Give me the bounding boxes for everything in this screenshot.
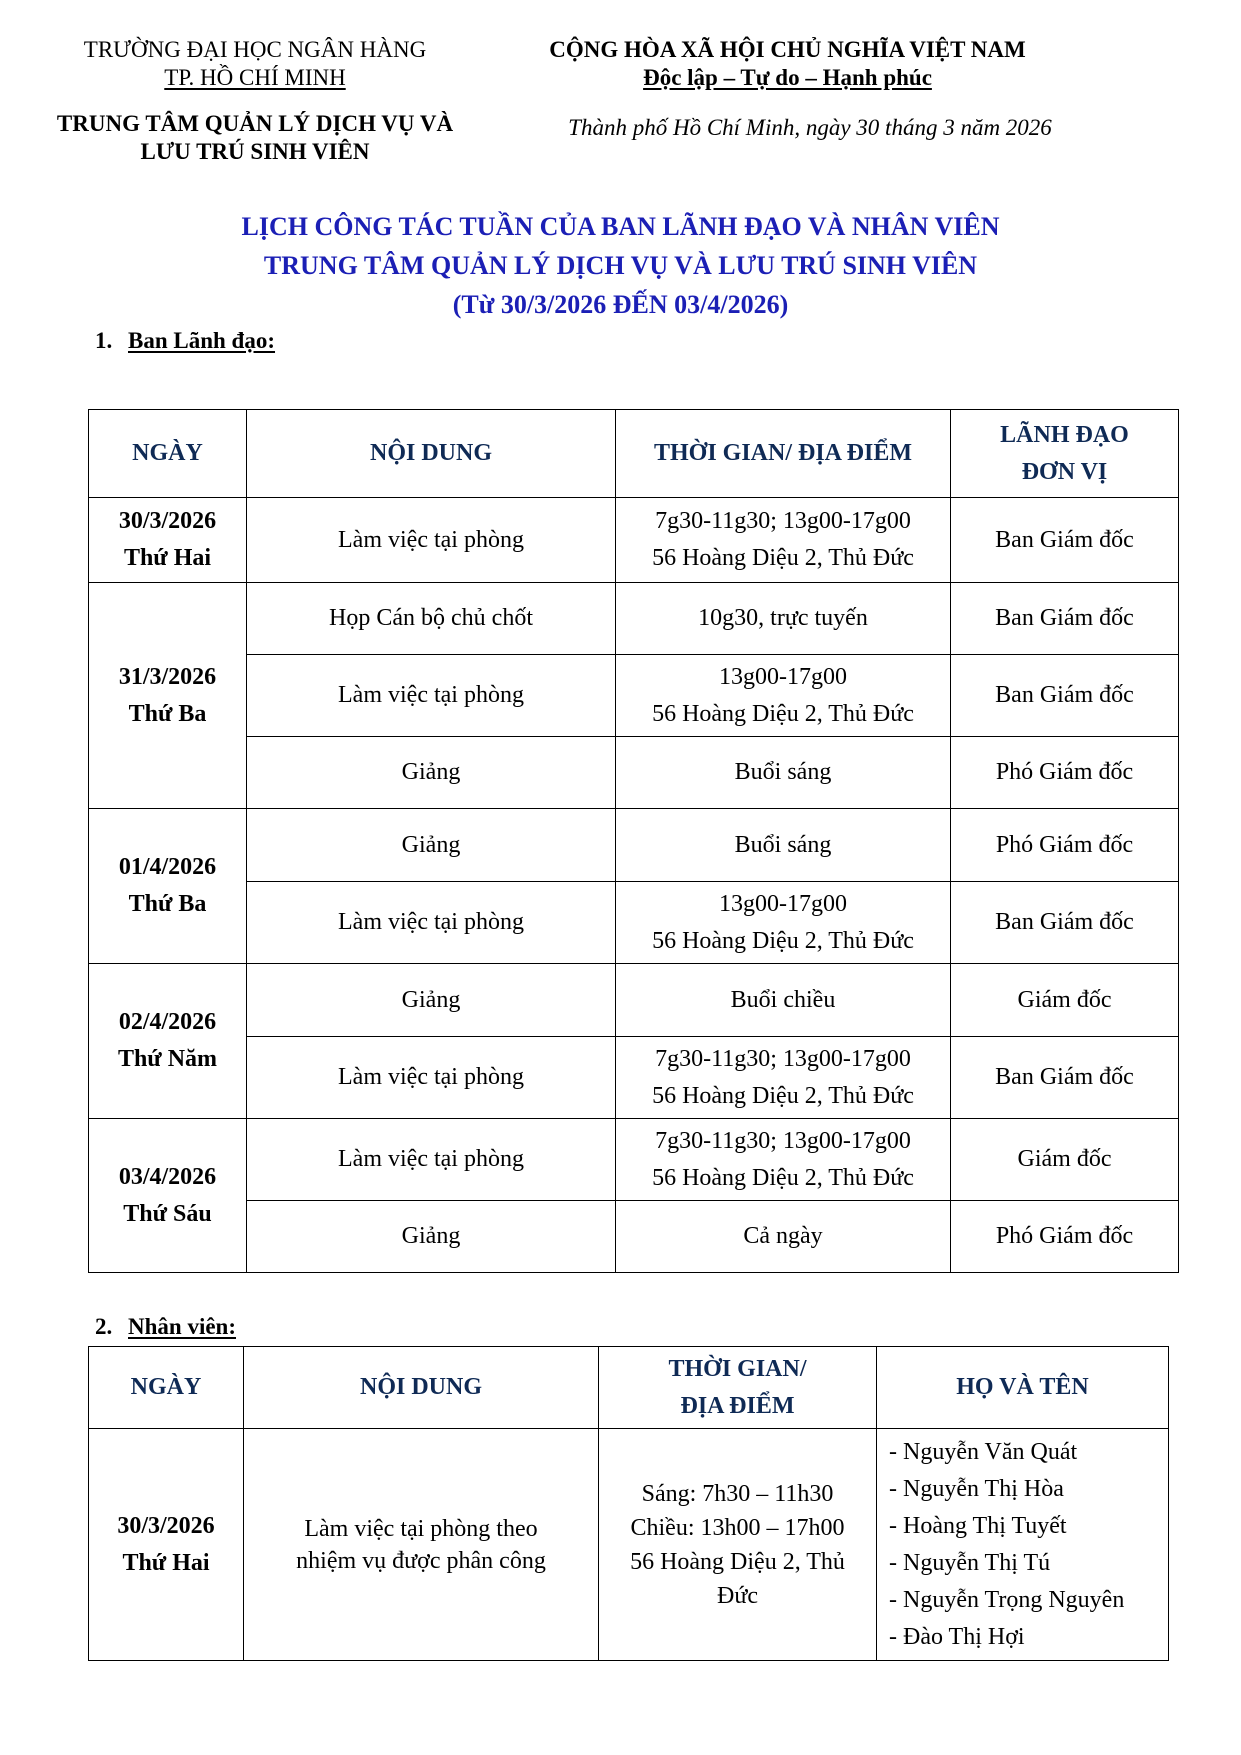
- date-value: 01/4/2026: [118, 854, 217, 880]
- weekday-value: Thứ Ba: [128, 700, 207, 727]
- time-place-cell: [599, 1429, 877, 1661]
- section1-label: Ban Lãnh đạo:: [128, 328, 276, 353]
- table-row: [89, 498, 1179, 583]
- time-place-cell: [616, 882, 951, 964]
- date-value: 30/3/2026: [118, 508, 217, 534]
- place-value: 56 Hoàng Diệu 2, Thủ Đức: [652, 700, 914, 727]
- title-line1: LỊCH CÔNG TÁC TUẦN CỦA BAN LÃNH ĐẠO VÀ NHÂN VIÊN: [241, 212, 1000, 241]
- date-value: 02/4/2026: [118, 1009, 217, 1035]
- time-value: 7g30-11g30; 13g00-17g00: [655, 508, 911, 534]
- title-line2: TRUNG TÂM QUẢN LÝ DỊCH VỤ VÀ LƯU TRÚ SINH VIÊN: [263, 251, 978, 280]
- table-row: [89, 1201, 1179, 1273]
- table-row: [89, 583, 1179, 655]
- time-place-cell: 10g30, trực tuyến: [616, 583, 951, 655]
- content-cell: Làm việc tại phòng: [247, 1037, 616, 1119]
- col-header-time-place: THỜI GIAN/ ĐỊA ĐIỂM: [616, 410, 951, 498]
- leadership-schedule-table: [88, 409, 1179, 1273]
- col-header-time-place: [599, 1347, 877, 1429]
- time-place-cell: [616, 498, 951, 583]
- col-header-content: NỘI DUNG: [247, 410, 616, 498]
- time-morning: Sáng: 7h30 – 11h30: [641, 1480, 834, 1507]
- col-header-leader-line2: ĐƠN VỊ: [1021, 458, 1108, 485]
- leader-cell: Giám đốc: [951, 964, 1179, 1037]
- content-cell: Giảng: [247, 964, 616, 1037]
- date-value: 31/3/2026: [118, 663, 217, 690]
- time-afternoon: Chiều: 13h00 – 17h00: [630, 1514, 845, 1541]
- date-cell: [89, 1119, 247, 1273]
- col-header-leader-line1: LÃNH ĐẠO: [1000, 421, 1129, 448]
- time-place-cell: Buổi chiều: [616, 964, 951, 1037]
- content-cell: Giảng: [247, 737, 616, 809]
- names-cell: [877, 1429, 1169, 1661]
- table-row: [89, 737, 1179, 809]
- place-line1: 56 Hoàng Diệu 2, Thủ: [630, 1548, 845, 1575]
- time-value: 13g00-17g00: [719, 663, 847, 690]
- content-cell: Giảng: [247, 809, 616, 882]
- staff-name: - Đào Thị Hợi: [889, 1623, 1025, 1650]
- content-cell: Giảng: [247, 1201, 616, 1273]
- school-name: TRƯỜNG ĐẠI HỌC NGÂN HÀNG: [83, 37, 427, 62]
- content-cell: Họp Cán bộ chủ chốt: [247, 583, 616, 655]
- leader-cell: Ban Giám đốc: [951, 655, 1179, 737]
- table-row: [89, 809, 1179, 882]
- date-cell: [89, 1429, 244, 1661]
- date-value: 03/4/2026: [118, 1163, 217, 1190]
- place-value: 56 Hoàng Diệu 2, Thủ Đức: [652, 1164, 914, 1191]
- national-motto: Độc lập – Tự do – Hạnh phúc: [643, 65, 932, 90]
- place-value: 56 Hoàng Diệu 2, Thủ Đức: [652, 545, 914, 571]
- staff-name: - Nguyễn Văn Quát: [889, 1438, 1078, 1465]
- time-place-cell: [616, 1119, 951, 1201]
- weekday-value: Thứ Hai: [123, 545, 212, 571]
- table-row: [89, 1037, 1179, 1119]
- place-value: 56 Hoàng Diệu 2, Thủ Đức: [652, 1082, 914, 1109]
- col-header-time-line1: THỜI GIAN/: [668, 1355, 807, 1382]
- date-cell: [89, 498, 247, 583]
- content-line1: Làm việc tại phòng theo: [304, 1515, 538, 1542]
- leader-cell: Ban Giám đốc: [951, 1037, 1179, 1119]
- place-line2: Đức: [717, 1582, 758, 1609]
- table-row: [89, 882, 1179, 964]
- col-header-date: NGÀY: [89, 410, 247, 498]
- staff-name: - Nguyễn Thị Tú: [889, 1549, 1051, 1576]
- unit-name-line2: LƯU TRÚ SINH VIÊN: [140, 139, 370, 164]
- content-cell: Làm việc tại phòng: [247, 1119, 616, 1201]
- time-place-cell: [616, 1037, 951, 1119]
- table-row: [89, 1119, 1179, 1201]
- table-row: [89, 964, 1179, 1037]
- section2-label: Nhân viên:: [128, 1314, 236, 1339]
- weekday-value: Thứ Ba: [128, 891, 207, 917]
- content-cell: Làm việc tại phòng: [247, 498, 616, 583]
- date-cell: [89, 964, 247, 1119]
- content-line2: nhiệm vụ được phân công: [296, 1547, 546, 1574]
- content-cell: Làm việc tại phòng: [247, 882, 616, 964]
- leader-cell: Phó Giám đốc: [951, 1201, 1179, 1273]
- table-header-row: [89, 410, 1179, 498]
- date-value: 30/3/2026: [117, 1512, 215, 1539]
- leader-cell: Phó Giám đốc: [951, 809, 1179, 882]
- weekday-value: Thứ Hai: [122, 1549, 210, 1576]
- section2-number: 2.: [95, 1314, 113, 1339]
- unit-name-block: [40, 110, 470, 166]
- leader-cell: Phó Giám đốc: [951, 737, 1179, 809]
- time-place-cell: [616, 655, 951, 737]
- school-name-block: [55, 36, 455, 92]
- col-header-date: NGÀY: [89, 1347, 244, 1429]
- staff-name: - Hoàng Thị Tuyết: [889, 1512, 1067, 1539]
- col-header-time-line2: ĐỊA ĐIỂM: [680, 1392, 795, 1419]
- staff-name: - Nguyễn Trọng Nguyên: [889, 1586, 1125, 1613]
- section1-number: 1.: [95, 328, 113, 353]
- col-header-leader: [951, 410, 1179, 498]
- national-motto-wrap: [500, 64, 1075, 92]
- content-cell: [244, 1429, 599, 1661]
- content-cell: Làm việc tại phòng: [247, 655, 616, 737]
- table-row: [89, 1429, 1169, 1661]
- unit-name-line1: TRUNG TÂM QUẢN LÝ DỊCH VỤ VÀ: [56, 111, 454, 136]
- table-header-row: [89, 1347, 1169, 1429]
- time-value: 13g00-17g00: [719, 890, 847, 917]
- date-cell: [89, 583, 247, 809]
- time-value: 7g30-11g30; 13g00-17g00: [655, 1045, 911, 1072]
- place-value: 56 Hoàng Diệu 2, Thủ Đức: [652, 927, 914, 954]
- title-line3: (Từ 30/3/2026 ĐẾN 03/4/2026): [452, 290, 789, 319]
- school-city: [55, 64, 455, 92]
- national-title: CỘNG HÒA XÃ HỘI CHỦ NGHĨA VIỆT NAM: [549, 37, 1026, 62]
- weekday-value: Thứ Sáu: [123, 1200, 212, 1227]
- section1-heading: [95, 328, 275, 354]
- national-header: [500, 36, 1075, 92]
- school-city-text: TP. HỒ CHÍ MINH: [164, 65, 346, 90]
- time-value: 7g30-11g30; 13g00-17g00: [655, 1127, 911, 1154]
- weekday-value: Thứ Năm: [117, 1046, 218, 1072]
- section2-heading: [95, 1314, 236, 1340]
- time-place-cell: Buổi sáng: [616, 737, 951, 809]
- table-row: [89, 655, 1179, 737]
- leader-cell: Ban Giám đốc: [951, 882, 1179, 964]
- date-place: Thành phố Hồ Chí Minh, ngày 30 tháng 3 năm 2026: [568, 115, 1052, 140]
- staff-schedule-table: [88, 1346, 1169, 1661]
- leader-cell: Ban Giám đốc: [951, 498, 1179, 583]
- time-place-cell: Buổi sáng: [616, 809, 951, 882]
- page-title: [0, 207, 1241, 324]
- date-cell: [89, 809, 247, 964]
- col-header-names: HỌ VÀ TÊN: [877, 1347, 1169, 1429]
- leader-cell: Ban Giám đốc: [951, 583, 1179, 655]
- leader-cell: Giám đốc: [951, 1119, 1179, 1201]
- time-place-cell: Cả ngày: [616, 1201, 951, 1273]
- staff-name: - Nguyễn Thị Hòa: [889, 1475, 1064, 1502]
- col-header-content: NỘI DUNG: [244, 1347, 599, 1429]
